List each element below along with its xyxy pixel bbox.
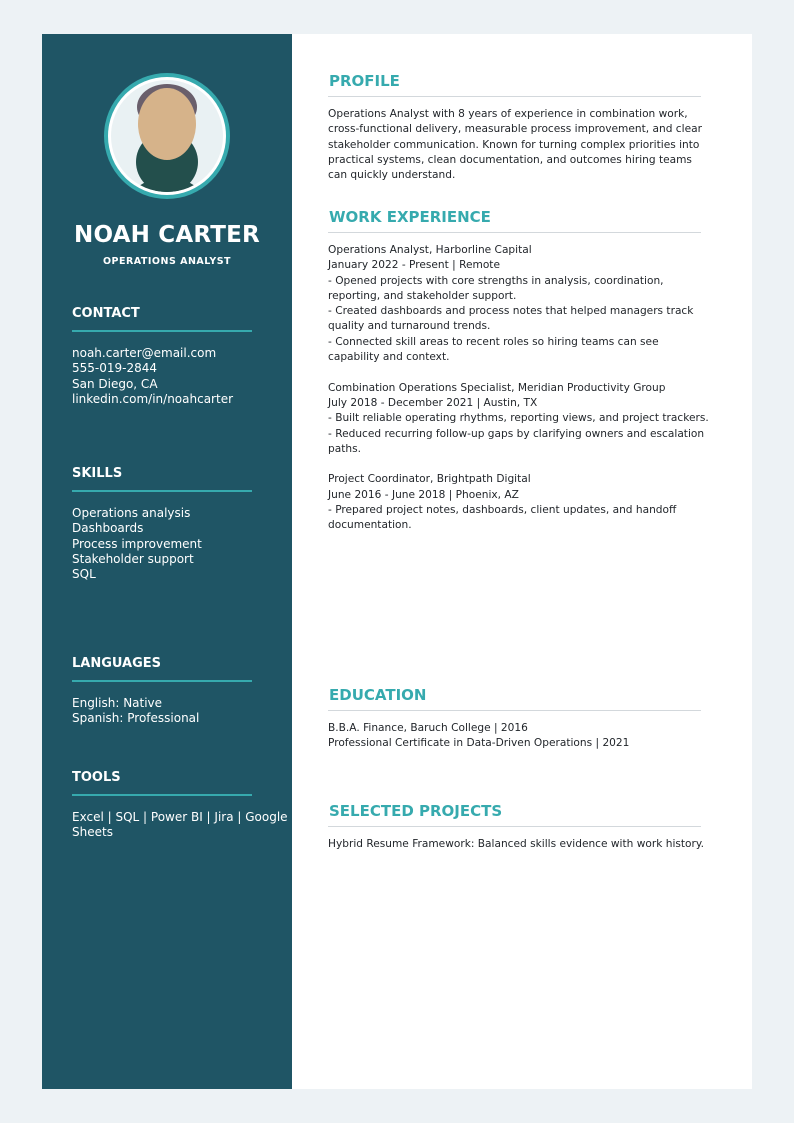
experience-divider [328, 232, 701, 233]
skills-heading: SKILLS [72, 466, 123, 481]
profile-summary [328, 107, 701, 183]
education-item: B.B.A. Finance, Baruch College | 2016 [328, 722, 528, 734]
languages-section [72, 654, 252, 727]
job-bullet: reporting, and stakeholder support. [328, 289, 517, 302]
tools-heading: TOOLS [72, 770, 121, 785]
profile-heading: PROFILE [329, 72, 400, 90]
job-bullet: - Opened projects with core strengths in analysis, coordination, [328, 274, 664, 287]
tools-list [72, 810, 288, 841]
contact-linkedin[interactable]: linkedin.com/in/noahcarter [72, 391, 234, 406]
person-title: OPERATIONS ANALYST [102, 256, 232, 267]
job-bullet: - Connected skill areas to recent roles so hiring teams can see [328, 335, 659, 348]
language-item: English: Native [72, 696, 163, 710]
skill-item: SQL [72, 567, 96, 582]
job-entry [328, 472, 701, 533]
education-section [328, 684, 701, 752]
contact-email[interactable]: noah.carter@email.com [72, 346, 217, 360]
projects-section [328, 800, 705, 852]
contact-heading: CONTACT [72, 306, 140, 321]
job-title: Project Coordinator, Brightpath Digital [328, 473, 531, 486]
experience-section [328, 206, 709, 534]
person-name: NOAH CARTER [74, 222, 260, 248]
profile-line: stakeholder communication. Known for turning complex priorities into [328, 138, 700, 151]
education-list [328, 721, 701, 752]
tools-line: Sheets [72, 825, 113, 840]
job-bullet: - Prepared project notes, dashboards, client updates, and handoff [328, 504, 677, 517]
job-bullet: - Created dashboards and process notes that helped managers track [328, 305, 694, 318]
profile-line: can quickly understand. [328, 169, 456, 182]
job-title: Operations Analyst, Harborline Capital [328, 244, 532, 256]
job-bullet: - Reduced recurring follow-up gaps by clarifying owners and escalation [328, 427, 705, 440]
contact-phone: 555-019-2844 [72, 361, 158, 376]
skill-item: Dashboards [72, 521, 144, 536]
skills-divider [72, 490, 252, 492]
job-dates-location: June 2016 - June 2018 | Phoenix, AZ [328, 488, 519, 501]
job-bullet: capability and context. [328, 351, 450, 364]
job-bullet: - Built reliable operating rhythms, reporting views, and project trackers. [328, 412, 709, 425]
languages-divider [72, 680, 252, 682]
language-item: Spanish: Professional [72, 711, 200, 726]
resume-page [42, 34, 752, 1089]
experience-heading: WORK EXPERIENCE [329, 208, 491, 226]
profile-section [328, 70, 701, 183]
job-entry [328, 381, 709, 457]
project-item: Hybrid Resume Framework: Balanced skills evidence with work history. [328, 838, 705, 850]
job-bullet: paths. [328, 442, 361, 455]
tools-divider [72, 794, 252, 796]
skills-section [72, 464, 252, 582]
job-title: Combination Operations Specialist, Meridian Productivity Group [328, 381, 666, 394]
languages-heading: LANGUAGES [72, 656, 162, 671]
experience-list [328, 243, 709, 534]
profile-line: Operations Analyst with 8 years of experience in combination work, [328, 108, 688, 120]
profile-divider [328, 96, 701, 97]
skill-item: Process improvement [72, 536, 202, 551]
job-bullet: documentation. [328, 519, 412, 532]
tools-section [72, 768, 288, 841]
projects-list [328, 837, 705, 852]
skill-item: Operations analysis [72, 506, 191, 520]
job-dates-location: January 2022 - Present | Remote [328, 259, 500, 272]
tools-line: Excel | SQL | Power BI | Jira | Google [72, 810, 288, 824]
job-dates-location: July 2018 - December 2021 | Austin, TX [328, 396, 538, 409]
profile-line: practical systems, clean documentation, and outcomes hiring teams [328, 153, 692, 166]
sidebar [42, 34, 292, 1089]
education-divider [328, 710, 701, 711]
contact-divider [72, 330, 252, 332]
contact-location: San Diego, CA [72, 376, 158, 391]
job-bullet: quality and turnaround trends. [328, 320, 491, 333]
skills-list [72, 506, 252, 582]
projects-divider [328, 826, 701, 827]
profile-line: cross-functional delivery, measurable process improvement, and clear [328, 123, 702, 136]
person-avatar-icon [103, 72, 231, 200]
education-item: Professional Certificate in Data-Driven Operations | 2021 [328, 737, 630, 750]
languages-list [72, 696, 252, 727]
skill-item: Stakeholder support [72, 551, 194, 566]
avatar [103, 72, 231, 200]
education-heading: EDUCATION [329, 686, 427, 704]
contact-details [72, 346, 252, 407]
job-entry [328, 243, 701, 365]
contact-section [72, 304, 252, 407]
projects-heading: SELECTED PROJECTS [329, 802, 503, 820]
